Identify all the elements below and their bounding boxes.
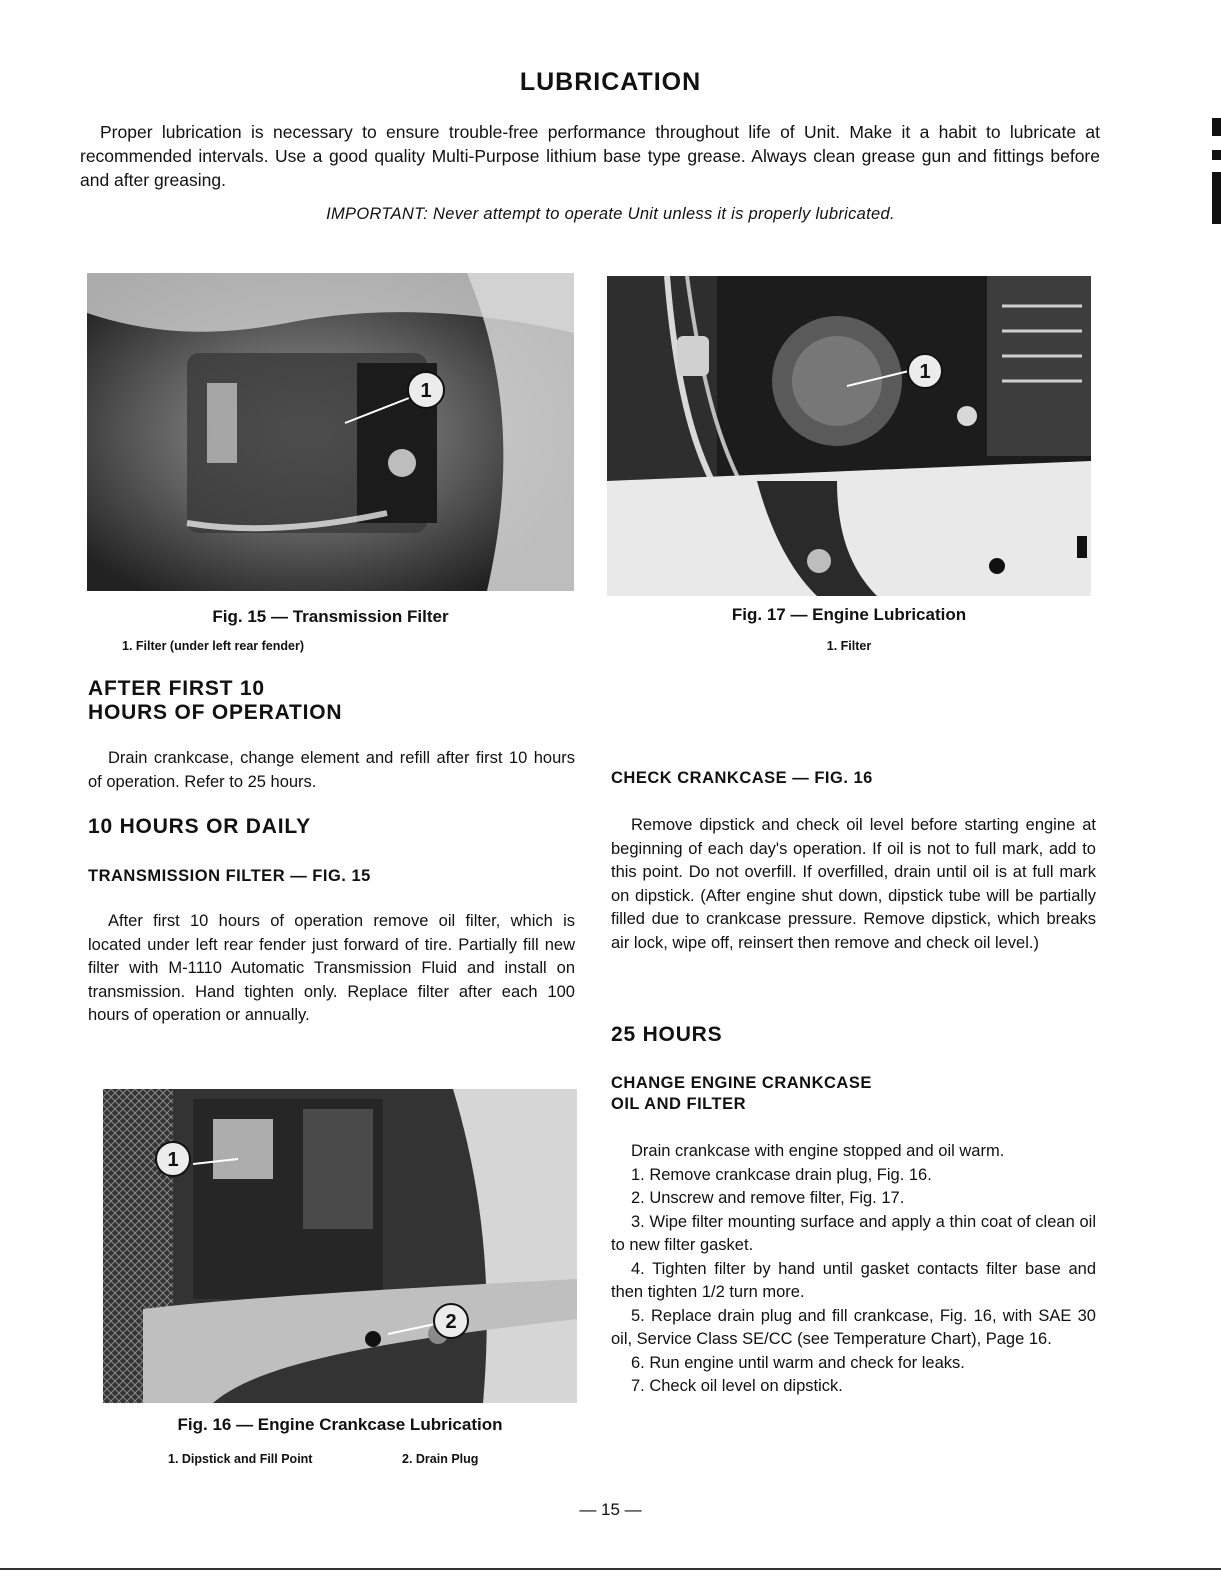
fig17-caption: Fig. 17 — Engine Lubrication xyxy=(731,605,967,624)
list-item: 7. Check oil level on dipstick. xyxy=(631,1377,843,1395)
change-oil-heading xyxy=(611,1073,872,1115)
after-first-text: Drain crankcase, change element and refill after first 10 hours of operation. Refer to 25 hours. xyxy=(88,749,575,791)
fig17-legend: 1. Filter xyxy=(826,639,872,653)
list-item: 6. Run engine until warm and check for leaks. xyxy=(631,1353,965,1372)
change-oil-intro: Drain crankcase with engine stopped and oil warm. xyxy=(631,1142,1005,1160)
page-title: LUBRICATION xyxy=(519,68,702,96)
check-crankcase-text: Remove dipstick and check oil level before starting engine at beginning of each day's operation. If oil is not to full mark, add to this point. Do not overfill. If overfilled, drain until oil is at full mark on dipstick. (After engine shut down, dipstick tube will be partially filled due to crankcase pressure. Remove dipstick, which breaks air lock, wipe off, reinsert then remove and check oil level.) xyxy=(611,816,1096,952)
fig15-callout-1: 1 xyxy=(420,380,432,402)
list-item: 4. Tighten filter by hand until gasket contacts filter base and then tighten 1/2 turn more. xyxy=(611,1259,1096,1301)
fig15-legend: 1. Filter (under left rear fender) xyxy=(122,639,304,653)
fig16-callout-2: 2 xyxy=(445,1311,457,1333)
daily-heading: 10 HOURS OR DAILY xyxy=(88,815,311,838)
fig17-callout-1: 1 xyxy=(919,361,931,383)
transmission-filter-heading: TRANSMISSION FILTER — FIG. 15 xyxy=(88,867,371,885)
list-item: 2. Unscrew and remove filter, Fig. 17. xyxy=(631,1189,905,1207)
hours-25-heading: 25 HOURS xyxy=(611,1023,723,1046)
change-oil-heading-line1: CHANGE ENGINE CRANKCASE xyxy=(611,1074,872,1092)
transmission-filter-text: After first 10 hours of operation remove oil filter, which is located under left rear fender just forward of tire. Partially fill new filter with M-1110 Automatic Transmission Fluid and install on transmission. Hand tighten only. Replace filter after each 100 hours of operation or annually. xyxy=(88,912,575,1024)
after-first-heading xyxy=(88,677,342,725)
after-first-heading-line1: AFTER FIRST 10 xyxy=(88,677,265,700)
bottom-rule xyxy=(0,1568,1221,1570)
fig16-caption: Fig. 16 — Engine Crankcase Lubrication xyxy=(177,1415,503,1434)
list-item: 1. Remove crankcase drain plug, Fig. 16. xyxy=(631,1165,932,1184)
fig16-legend-2: 2. Drain Plug xyxy=(402,1452,479,1466)
check-crankcase-heading: CHECK CRANKCASE — FIG. 16 xyxy=(611,769,873,787)
after-first-heading-line2: HOURS OF OPERATION xyxy=(88,701,343,724)
fig15-caption: Fig. 15 — Transmission Filter xyxy=(212,607,449,626)
fig16-photo xyxy=(103,1089,577,1403)
page-number: — 15 — xyxy=(579,1500,642,1519)
change-oil-steps xyxy=(611,1140,1096,1399)
fig16-callout-1: 1 xyxy=(167,1149,179,1171)
fig15-photo xyxy=(87,273,574,591)
change-oil-heading-line2: OIL AND FILTER xyxy=(611,1095,747,1113)
edge-mark xyxy=(1212,150,1221,160)
list-item: 3. Wipe filter mounting surface and apply a thin coat of clean oil to new filter gasket. xyxy=(611,1212,1096,1254)
fig16-legend-1: 1. Dipstick and Fill Point xyxy=(168,1452,313,1466)
edge-mark xyxy=(1212,118,1221,136)
list-item: 5. Replace drain plug and fill crankcase, Fig. 16, with SAE 30 oil, Service Class SE/CC (see Temperature Chart), Page 16. xyxy=(611,1306,1096,1348)
important-note: IMPORTANT: Never attempt to operate Unit unless it is properly lubricated. xyxy=(326,205,895,223)
intro-paragraph: Proper lubrication is necessary to ensure trouble-free performance throughout life of Unit. Make it a habit to lubricate at recommended intervals. Use a good quality Multi-Purpose lithium base type grease. Always clean grease gun and fittings before and after greasing. xyxy=(80,122,1100,190)
fig17-photo xyxy=(607,276,1091,596)
